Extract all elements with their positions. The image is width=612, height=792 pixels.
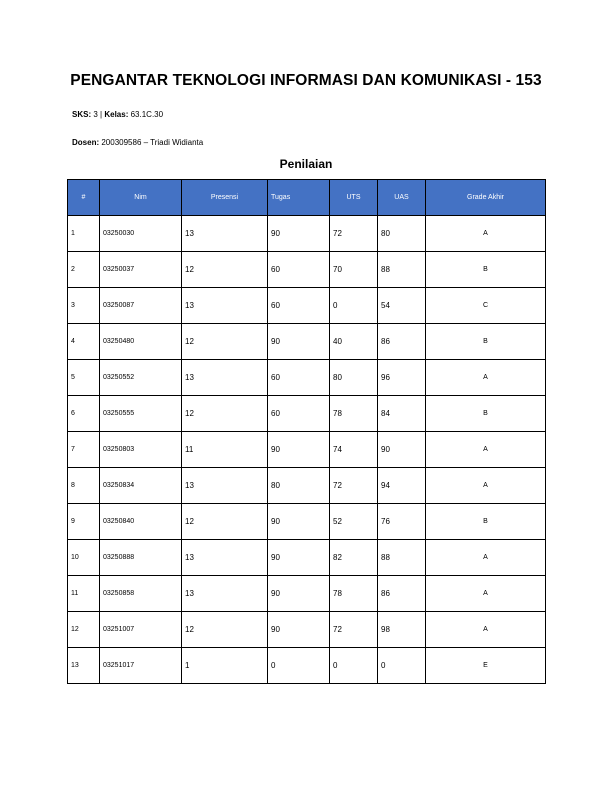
grade-cell: B [426,324,546,360]
grade-cell: A [426,468,546,504]
table-row [68,360,546,396]
table-row [68,432,546,468]
nim-cell: 03250858 [100,576,182,612]
kelas-label: Kelas: [104,110,129,119]
uts-cell: 70 [330,252,378,288]
tugas-cell: 60 [268,396,330,432]
grade-cell: A [426,576,546,612]
uts-cell: 72 [330,468,378,504]
column-header-number: # [68,180,100,216]
tugas-cell: 90 [268,216,330,252]
table-row [68,576,546,612]
row-number-cell: 4 [68,324,100,360]
grade-cell: A [426,432,546,468]
nim-cell: 03250888 [100,540,182,576]
course-info-line [72,110,163,119]
section-title: Penilaian [279,157,333,171]
uas-cell: 84 [378,396,426,432]
tugas-cell: 90 [268,540,330,576]
grade-cell: E [426,648,546,684]
uas-cell: 86 [378,576,426,612]
row-number-cell: 6 [68,396,100,432]
tugas-cell: 90 [268,576,330,612]
nim-cell: 03250480 [100,324,182,360]
table-row [68,324,546,360]
row-number-cell: 2 [68,252,100,288]
table-row [68,468,546,504]
tugas-cell: 60 [268,288,330,324]
grade-cell: B [426,252,546,288]
grade-cell: C [426,288,546,324]
table-row [68,216,546,252]
separator: | [100,110,103,119]
presensi-cell: 12 [182,612,268,648]
uts-cell: 82 [330,540,378,576]
grade-cell: A [426,612,546,648]
tugas-cell: 80 [268,468,330,504]
table-row [68,648,546,684]
presensi-cell: 13 [182,288,268,324]
row-number-cell: 10 [68,540,100,576]
nim-cell: 03251007 [100,612,182,648]
row-number-cell: 1 [68,216,100,252]
uas-cell: 86 [378,324,426,360]
table-row [68,540,546,576]
presensi-cell: 12 [182,504,268,540]
uas-cell: 90 [378,432,426,468]
nim-cell: 03250803 [100,432,182,468]
uas-cell: 98 [378,612,426,648]
row-number-cell: 7 [68,432,100,468]
presensi-cell: 13 [182,360,268,396]
column-header-nim: Nim [100,180,182,216]
presensi-cell: 1 [182,648,268,684]
dosen-value: 200309586 – Triadi Widianta [101,138,204,147]
uas-cell: 0 [378,648,426,684]
tugas-cell: 0 [268,648,330,684]
grade-cell: A [426,216,546,252]
tugas-cell: 90 [268,324,330,360]
uas-cell: 96 [378,360,426,396]
table-row [68,252,546,288]
uas-cell: 76 [378,504,426,540]
uts-cell: 80 [330,360,378,396]
uas-cell: 94 [378,468,426,504]
column-header-uts: UTS [330,180,378,216]
uts-cell: 72 [330,216,378,252]
grade-cell: B [426,504,546,540]
nim-cell: 03250087 [100,288,182,324]
row-number-cell: 9 [68,504,100,540]
table-header-row [68,180,546,216]
sks-label: SKS: [72,110,92,119]
nim-cell: 03251017 [100,648,182,684]
row-number-cell: 8 [68,468,100,504]
kelas-value: 63.1C.30 [130,110,164,119]
uts-cell: 78 [330,576,378,612]
grade-cell: B [426,396,546,432]
lecturer-info-line [72,138,203,147]
document-title: PENGANTAR TEKNOLOGI INFORMASI DAN KOMUNIKASI - 153 [70,72,542,89]
uts-cell: 0 [330,288,378,324]
nim-cell: 03250552 [100,360,182,396]
uts-cell: 74 [330,432,378,468]
uts-cell: 0 [330,648,378,684]
table-row [68,396,546,432]
column-header-uas: UAS [378,180,426,216]
dosen-label: Dosen: [72,138,100,147]
tugas-cell: 90 [268,504,330,540]
tugas-cell: 60 [268,360,330,396]
nim-cell: 03250834 [100,468,182,504]
tugas-cell: 90 [268,612,330,648]
presensi-cell: 13 [182,468,268,504]
grade-cell: A [426,540,546,576]
row-number-cell: 3 [68,288,100,324]
presensi-cell: 12 [182,324,268,360]
tugas-cell: 60 [268,252,330,288]
presensi-cell: 12 [182,252,268,288]
row-number-cell: 11 [68,576,100,612]
row-number-cell: 5 [68,360,100,396]
grade-cell: A [426,360,546,396]
uas-cell: 80 [378,216,426,252]
column-header-tugas: Tugas [268,180,330,216]
presensi-cell: 13 [182,216,268,252]
presensi-cell: 11 [182,432,268,468]
nim-cell: 03250840 [100,504,182,540]
uts-cell: 78 [330,396,378,432]
table-row [68,504,546,540]
presensi-cell: 12 [182,396,268,432]
nim-cell: 03250030 [100,216,182,252]
row-number-cell: 13 [68,648,100,684]
uas-cell: 88 [378,540,426,576]
nim-cell: 03250555 [100,396,182,432]
table-body [68,216,546,684]
uas-cell: 54 [378,288,426,324]
presensi-cell: 13 [182,576,268,612]
uas-cell: 88 [378,252,426,288]
uts-cell: 40 [330,324,378,360]
presensi-cell: 13 [182,540,268,576]
table-row [68,288,546,324]
tugas-cell: 90 [268,432,330,468]
row-number-cell: 12 [68,612,100,648]
grades-table [67,179,546,684]
sks-value: 3 [93,110,98,119]
uts-cell: 52 [330,504,378,540]
nim-cell: 03250037 [100,252,182,288]
column-header-presensi: Presensi [182,180,268,216]
table-row [68,612,546,648]
uts-cell: 72 [330,612,378,648]
column-header-grade-akhir: Grade Akhir [426,180,546,216]
